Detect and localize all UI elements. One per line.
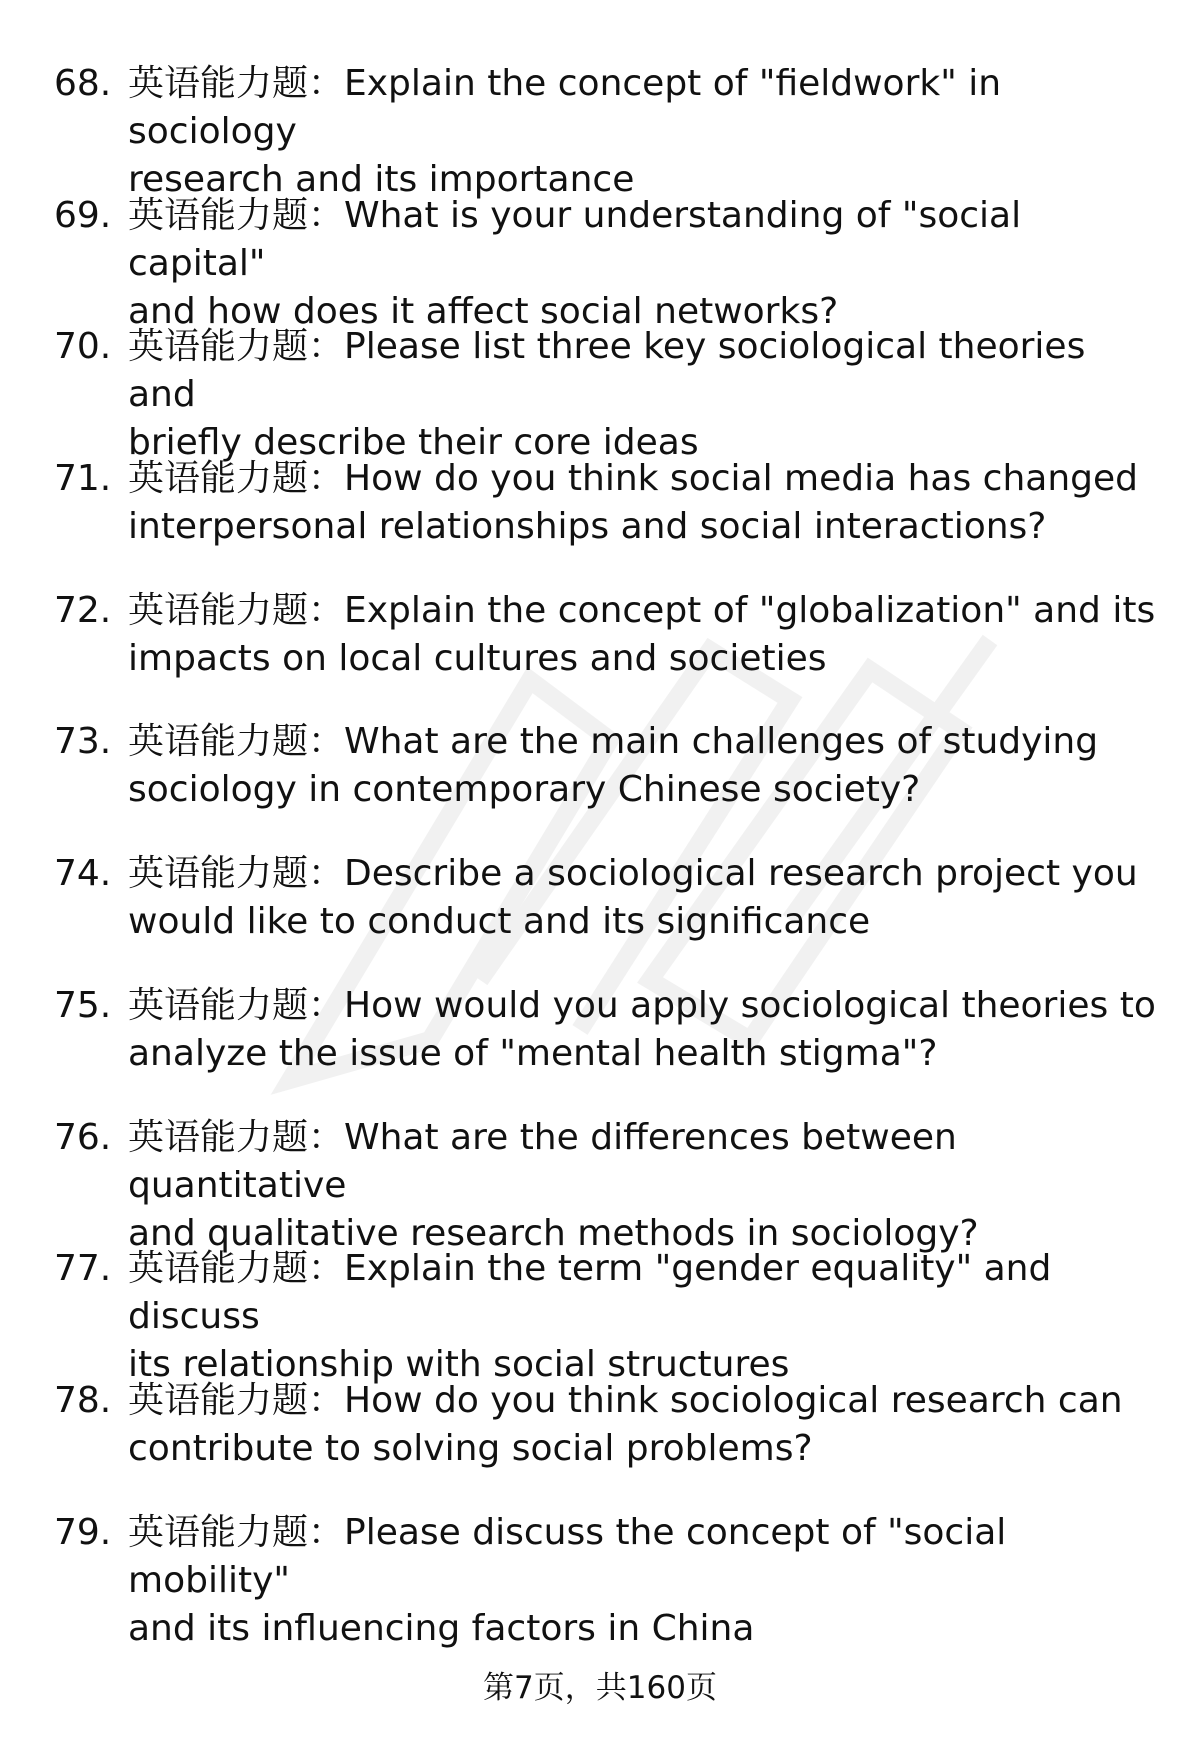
question-number: 75.	[54, 984, 112, 1026]
question-text: 英语能力题：Please list three key sociological theories and briefly describe their core ideas	[128, 326, 1086, 464]
question-text: 英语能力题：Explain the concept of "fieldwork" in sociology research and its importance	[128, 63, 1002, 200]
question-item	[0, 1367, 1200, 1499]
question-number: 74.	[54, 853, 112, 895]
question-item	[0, 1104, 1200, 1254]
question-number: 69.	[54, 194, 112, 236]
question-text: 英语能力题：How would you apply sociological theories to analyze the issue of "mental health stigma"?	[128, 984, 1156, 1074]
question-number: 72.	[54, 589, 112, 631]
question-item	[0, 445, 1200, 577]
question-number: 71.	[54, 458, 112, 500]
page-number: 第7页，共160页	[483, 1670, 717, 1706]
question-text: 英语能力题：How do you think sociological research can contribute to solving social problems?	[128, 1379, 1123, 1469]
question-item	[0, 577, 1200, 709]
question-text: 英语能力题：What are the differences between quantitative and qualitative research methods in sociology?	[128, 1116, 979, 1254]
question-text: 英语能力题：What are the main challenges of studying sociology in contemporary Chinese society?	[128, 721, 1099, 811]
question-list	[0, 50, 1200, 1649]
question-item	[0, 313, 1200, 464]
question-item	[0, 182, 1200, 332]
question-number: 77.	[54, 1248, 112, 1290]
question-item	[0, 708, 1200, 840]
question-number: 79.	[54, 1511, 112, 1553]
question-number: 68.	[54, 63, 112, 104]
question-item	[0, 1235, 1200, 1386]
question-text: 英语能力题：Explain the term "gender equality" and discuss its relationship with social structures	[128, 1248, 1052, 1386]
question-item	[0, 1499, 1200, 1649]
question-text: 英语能力题：What is your understanding of "social capital" and how does it affect social networks?	[128, 194, 1022, 332]
question-text: 英语能力题：Describe a sociological research project you would like to conduct and its significance	[128, 853, 1138, 943]
question-number: 76.	[54, 1116, 112, 1158]
question-number: 78.	[54, 1379, 112, 1421]
question-item	[0, 840, 1200, 972]
question-item	[0, 50, 1200, 200]
question-text: 英语能力题：How do you think social media has changed interpersonal relationships and social interactions?	[128, 458, 1139, 548]
question-text: 英语能力题：Please discuss the concept of "social mobility" and its influencing factors in China	[128, 1511, 1007, 1649]
question-number: 73.	[54, 721, 112, 763]
question-item	[0, 972, 1200, 1104]
question-number: 70.	[54, 326, 112, 368]
question-text: 英语能力题：Explain the concept of "globalization" and its impacts on local cultures and societies	[128, 589, 1156, 679]
